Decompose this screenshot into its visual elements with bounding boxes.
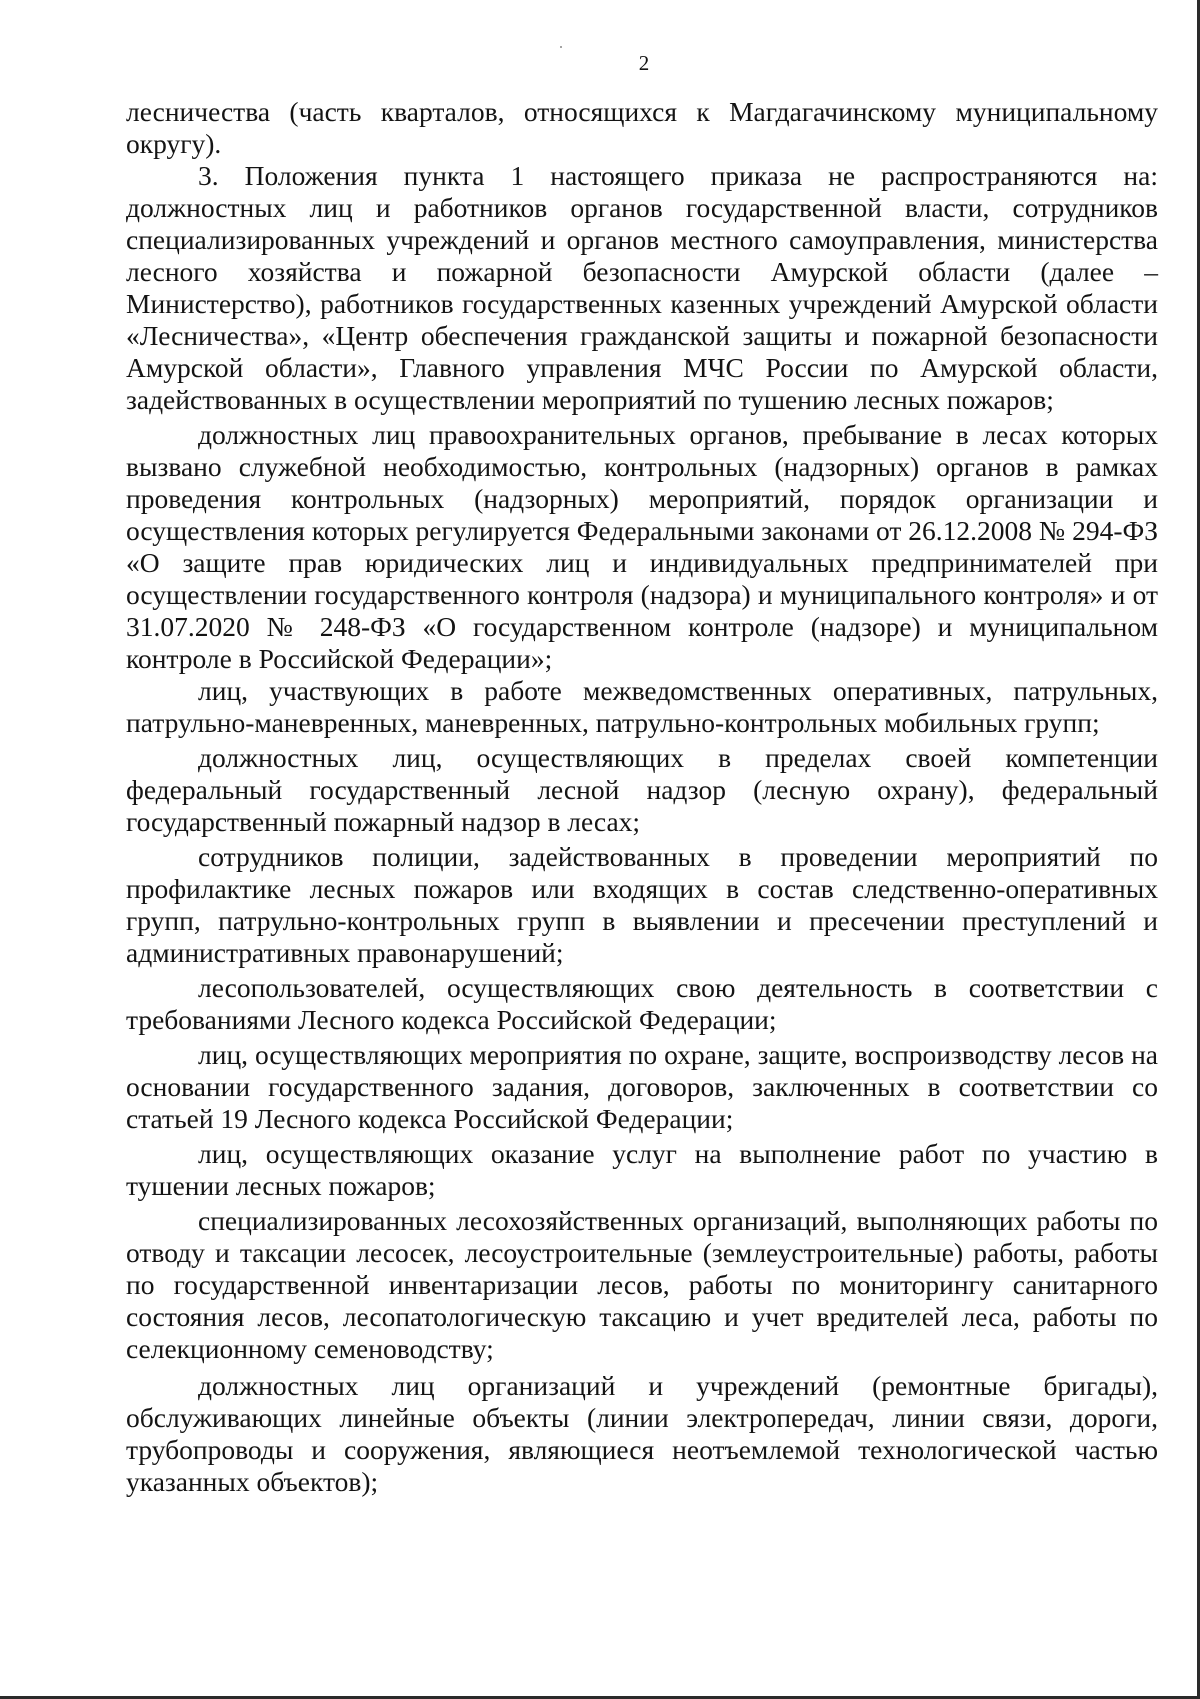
scan-speck bbox=[560, 46, 562, 48]
paragraph-forest-users: лесопользователей, осуществляющих свою деятельность в соответствии с требованиями Лесного кодекса Российской Федерации; bbox=[126, 972, 1158, 1035]
paragraph-forest-protection: лиц, осуществляющих мероприятия по охране, защите, воспроизводству лесов на основании государственного задания, договоров, заключенных в соответствии со статьей 19 Лесного кодекса Российской Федерации; bbox=[126, 1039, 1158, 1134]
paragraph-clause-3: 3. Положения пункта 1 настоящего приказа не распространяются на: должностных лиц и работников органов государственной власти, сотрудников специализированных учреждений и органов местного самоуправления, министерства лесного хозяйства и пожарной безопасности Амурской области (далее – Министерство), работников государственных казенных учреждений Амурской области «Лесничества», «Центр обеспечения гражданской защиты и пожарной безопасности Амурской области», Главного управления МЧС России по Амурской области, задействованных в осуществлении мероприятий по тушению лесных пожаров; bbox=[126, 160, 1158, 415]
paragraph-patrol-groups: лиц, участвующих в работе межведомственных оперативных, патрульных, патрульно-маневренных, маневренных, патрульно-контрольных мобильных групп; bbox=[126, 675, 1158, 738]
page-number: 2 bbox=[638, 51, 650, 75]
paragraph-police: сотрудников полиции, задействованных в проведении мероприятий по профилактике лесных пожаров или входящих в состав следственно-оперативных групп, патрульно-контрольных групп в выявлении и пресечении преступлений и административных правонарушений; bbox=[126, 841, 1158, 968]
paragraph-linear-objects: должностных лиц организаций и учреждений (ремонтные бригады), обслуживающих линейные объекты (линии электропередач, линии связи, дороги, трубопроводы и сооружения, являющиеся неотъемлемой технологической частью указанных объектов); bbox=[126, 1370, 1158, 1497]
document-body bbox=[126, 96, 1158, 1498]
paragraph-law-enforcement: должностных лиц правоохранительных органов, пребывание в лесах которых вызвано служебной необходимостью, контрольных (надзорных) органов в рамках проведения контрольных (надзорных) мероприятий, порядок организации и осуществления которых регулируется Федеральными законами от 26.12.2008 № 294-ФЗ «О защите прав юридических лиц и индивидуальных предпринимателей при осуществлении государственного контроля (надзора) и муниципального контроля» и от 31.07.2020 № 248-ФЗ «О государственном контроле (надзоре) и муниципальном контроле в Российской Федерации»; bbox=[126, 419, 1158, 674]
paragraph-firefighting-services: лиц, осуществляющих оказание услуг на выполнение работ по участию в тушении лесных пожаров; bbox=[126, 1138, 1158, 1201]
paragraph-forest-supervision: должностных лиц, осуществляющих в пределах своей компетенции федеральный государственный лесной надзор (лесную охрану), федеральный государственный пожарный надзор в лесах; bbox=[126, 742, 1158, 837]
paragraph-forestry-organizations: специализированных лесохозяйственных организаций, выполняющих работы по отводу и таксации лесосек, лесоустроительные (землеустроительные) работы, работы по государственной инвентаризации лесов, работы по мониторингу санитарного состояния лесов, лесопатологическую таксацию и учет вредителей леса, работы по селекционному семеноводству; bbox=[126, 1205, 1158, 1364]
paragraph-continuation: лесничества (часть кварталов, относящихся к Магдагачинскому муниципальному округу). bbox=[126, 96, 1158, 159]
